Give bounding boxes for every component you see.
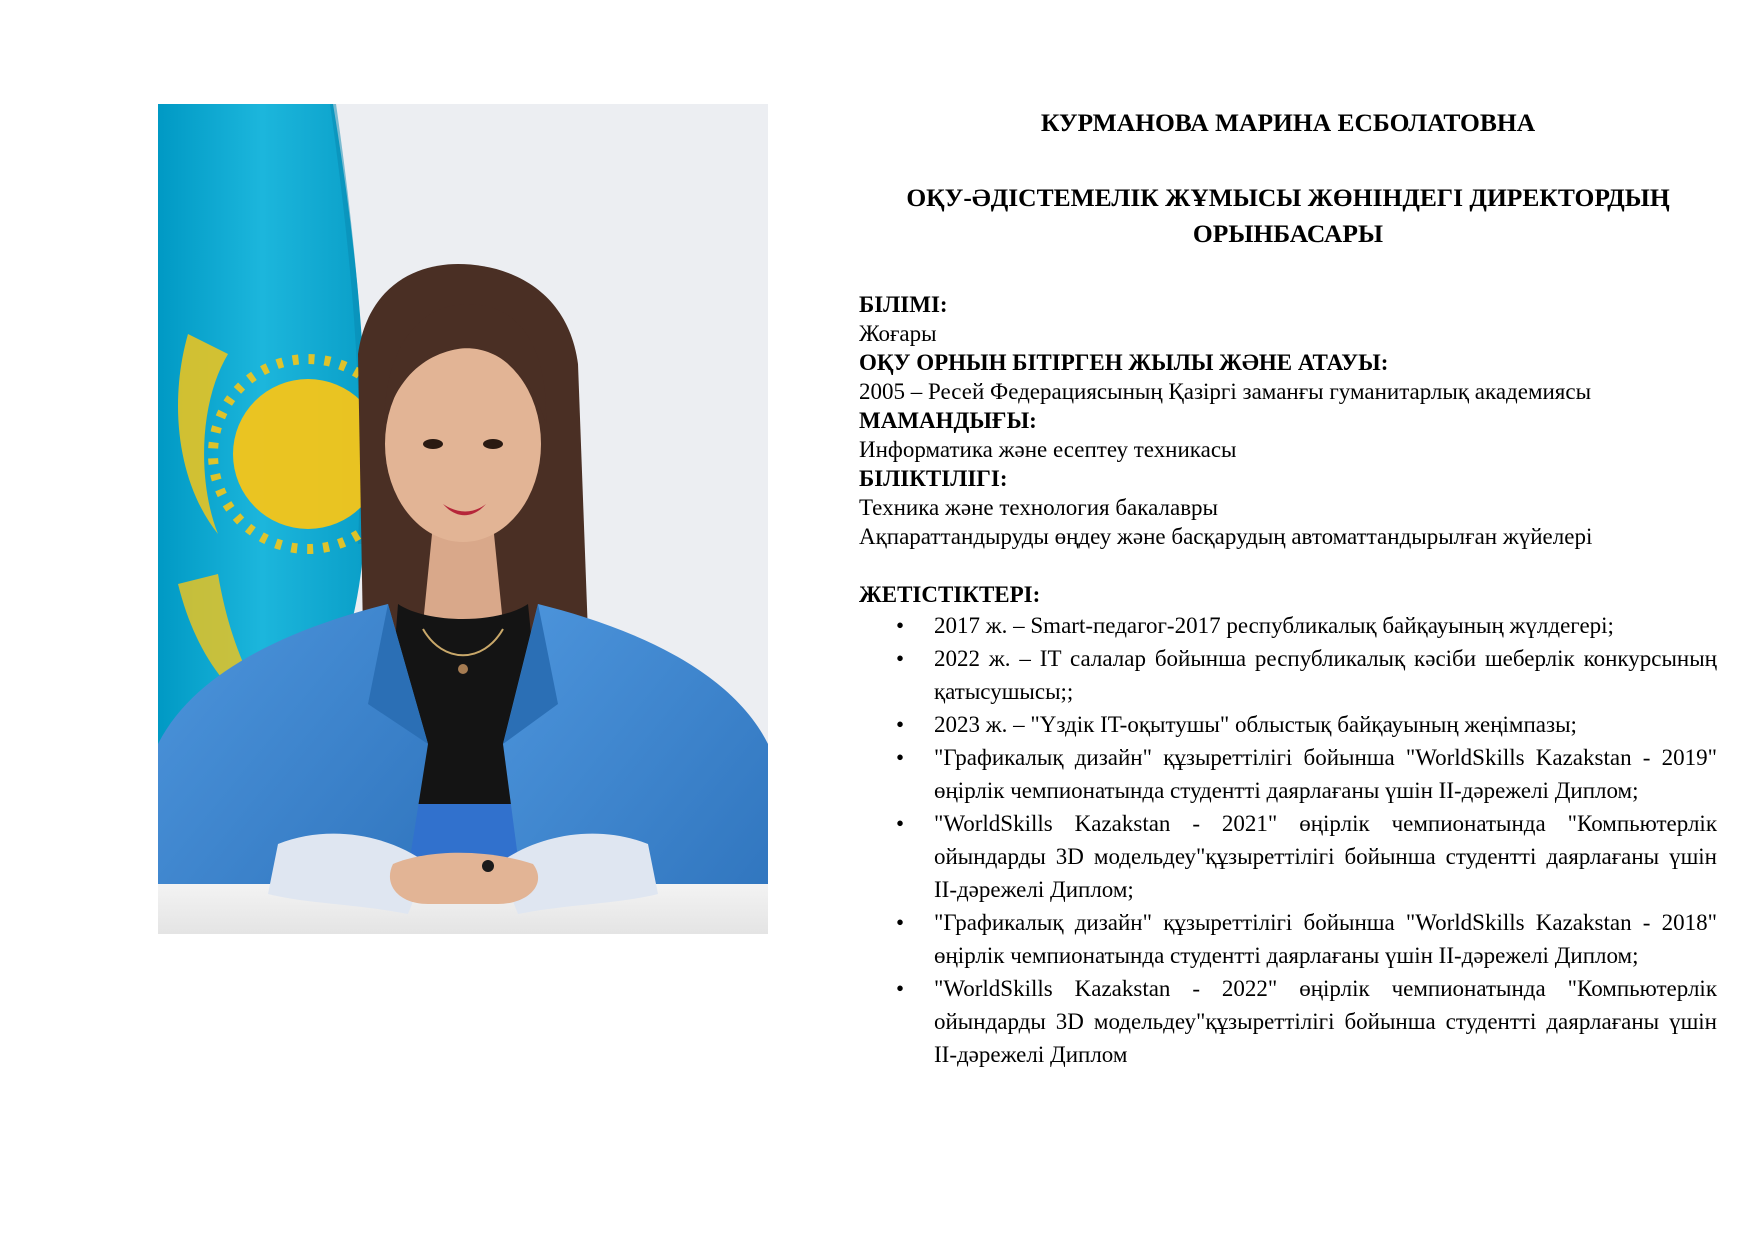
- portrait-photo: [158, 104, 768, 934]
- achievement-item: • 2017 ж. – Smart-педагог-2017 республикалық байқауының жүлдегері;: [934, 609, 1717, 642]
- achievements-list: [859, 609, 1717, 1071]
- job-title: ОҚУ-ӘДІСТЕМЕЛІК ЖҰМЫСЫ ЖӨНІНДЕГІ ДИРЕКТОРДЫҢ ОРЫНБАСАРЫ: [906, 183, 1670, 248]
- qualification-label: БІЛІКТІЛІГІ:: [859, 466, 1008, 491]
- achievement-item: • "WorldSkills Kazakstan - 2022" өңірлік чемпионатында "Компьютерлік ойындарды 3D модельдеу"құзыреттілігі бойынша студентті даярлағаны үшін ІІ-дәрежелі Диплом: [934, 972, 1717, 1071]
- achievement-item: • "Графикалық дизайн" құзыреттілігі бойынша "WorldSkills Kazakstan - 2019" өңірлік чемпионатында студентті даярлағаны үшін ІІ-дәрежелі Диплом;: [934, 741, 1717, 807]
- institution-label: ОҚУ ОРНЫН БІТІРГЕН ЖЫЛЫ ЖӘНЕ АТАУЫ:: [859, 350, 1389, 375]
- info-block: [859, 290, 1717, 551]
- specialty-value: Информатика және есептеу техникасы: [859, 437, 1237, 462]
- qualification-value: Техника және технология бакалавры: [859, 495, 1219, 520]
- education-value: Жоғары: [859, 321, 937, 346]
- portrait-illustration: [158, 104, 768, 934]
- specialty-label: МАМАНДЫҒЫ:: [859, 408, 1037, 433]
- profile-text: [859, 106, 1717, 1071]
- achievements-label: ЖЕТІСТІКТЕРІ:: [859, 582, 1041, 607]
- person-name: КУРМАНОВА МАРИНА ЕСБОЛАТОВНА: [1040, 108, 1536, 137]
- qualification-value: Ақпараттандыруды өңдеу және басқарудың автоматтандырылған жүйелері: [859, 524, 1593, 549]
- achievement-item: • "WorldSkills Kazakstan - 2021" өңірлік чемпионатында "Компьютерлік ойындарды 3D модельдеу"құзыреттілігі бойынша студентті даярлағаны үшін ІІ-дәрежелі Диплом;: [934, 807, 1717, 906]
- achievement-item: • "Графикалық дизайн" құзыреттілігі бойынша "WorldSkills Kazakstan - 2018" өңірлік чемпионатында студентті даярлағаны үшін ІІ-дәрежелі Диплом;: [934, 906, 1717, 972]
- institution-value: 2005 – Ресей Федерациясының Қазіргі заманғы гуманитарлық академиясы: [859, 379, 1592, 404]
- achievement-item: • 2022 ж. – IT салалар бойынша республикалық кәсіби шеберлік конкурсының қатысушысы;;: [934, 642, 1717, 708]
- education-label: БІЛІМІ:: [859, 292, 948, 317]
- achievement-item: • 2023 ж. – "Үздік IT-оқытушы" облыстық байқауының жеңімпазы;: [934, 708, 1717, 741]
- hands: [390, 853, 538, 904]
